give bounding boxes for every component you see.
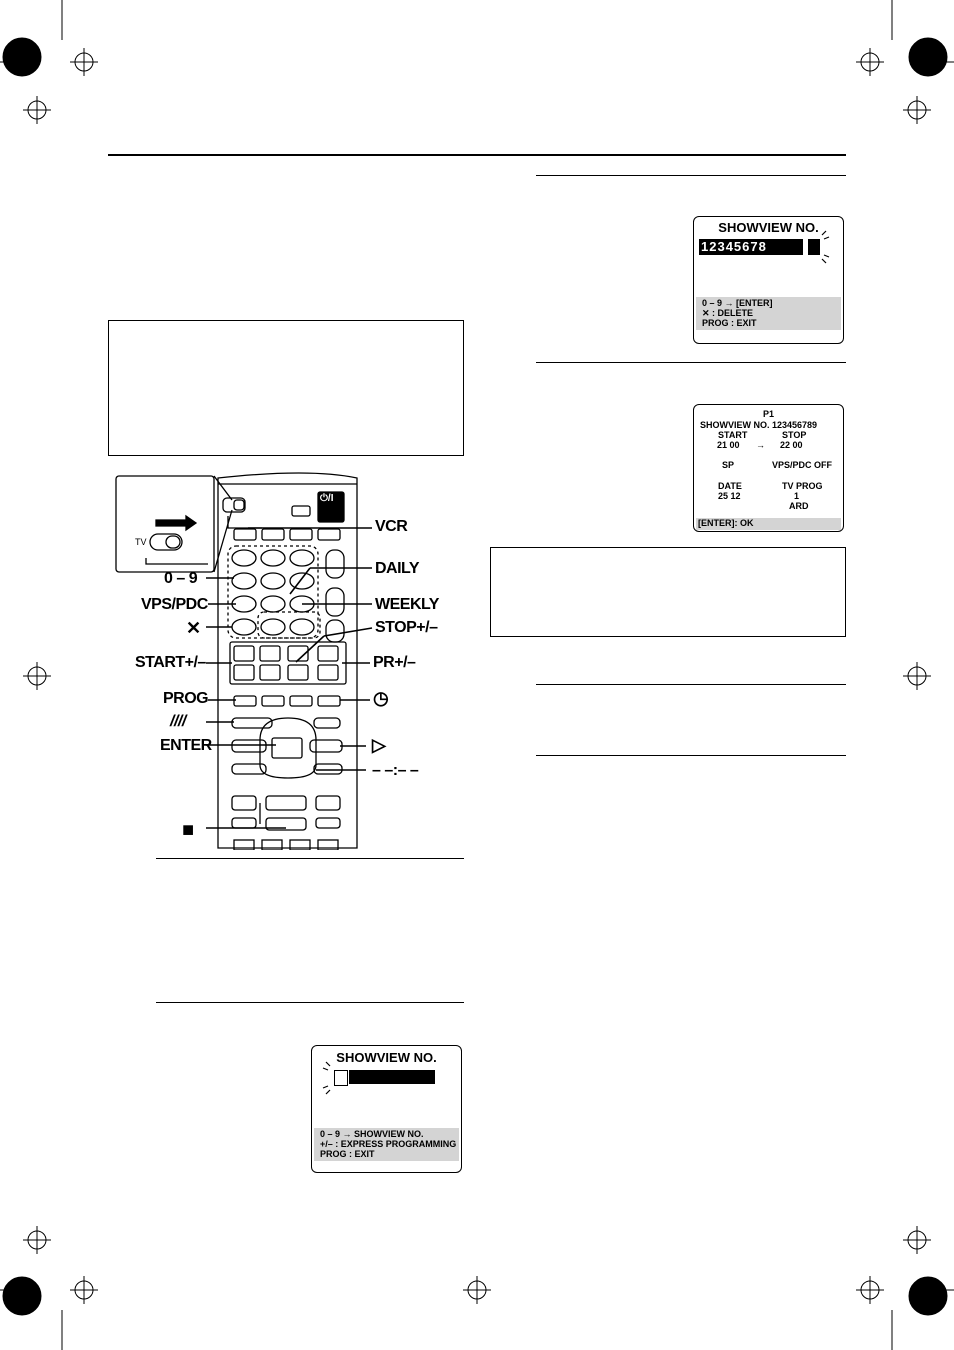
header-rule (108, 154, 846, 156)
osd-help-bar (696, 297, 841, 330)
number-keys-label: 0 – 9 (164, 570, 198, 587)
cursor-blink-icon (320, 1060, 340, 1096)
step-rule (156, 1002, 464, 1003)
channel-name: ARD (789, 501, 809, 511)
start-plus-minus-label: START+/– (135, 654, 206, 671)
help-line: PROG : EXIT (702, 318, 757, 328)
step-rule (536, 755, 846, 756)
note-box-right (490, 547, 846, 637)
vps-pdc-status: VPS/PDC OFF (772, 460, 833, 470)
help-line: 0 – 9 → SHOWVIEW NO. (320, 1129, 424, 1139)
cancel-icon: ✕ (186, 618, 201, 638)
weekly-label: WEEKLY (375, 596, 439, 613)
vcr-label: VCR (375, 518, 408, 535)
pr-plus-minus-label: PR+/– (373, 654, 416, 671)
osd-title: SHOWVIEW NO. (718, 220, 819, 235)
step-rule (536, 684, 846, 685)
start-time: 21 00 (717, 440, 740, 450)
digits-value: 12345678 (701, 239, 767, 254)
express-icon: //// (170, 713, 186, 730)
osd-program-confirm (693, 404, 844, 532)
help-line: 0 – 9 → [ENTER] (702, 298, 773, 308)
osd-help-bar (314, 1128, 459, 1161)
showview-line: SHOWVIEW NO. 123456789 (700, 420, 818, 430)
clock-set-icon: – –:– – (372, 762, 419, 779)
note-box-left (108, 320, 464, 456)
footer: [ENTER]: OK (698, 518, 754, 528)
date-value: 25 12 (718, 491, 741, 501)
prog-label: PROG (163, 690, 209, 707)
osd-showview-entry (693, 216, 844, 344)
osd-title: SHOWVIEW NO. (336, 1050, 437, 1065)
osd-showview-empty (311, 1045, 462, 1173)
power-icon: ⏻/I (320, 493, 334, 504)
osd-help-bar (696, 518, 841, 530)
step-rule (536, 362, 846, 363)
cursor-blink-icon (800, 229, 830, 265)
help-line: ✕ : DELETE (702, 308, 754, 318)
step-rule (536, 175, 846, 176)
digits-field (349, 1070, 435, 1084)
tv-prog-label: TV PROG (782, 481, 823, 491)
stop-time: 22 00 (780, 440, 803, 450)
program-number: P1 (762, 409, 774, 419)
enter-label: ENTER (160, 737, 212, 754)
start-label: START (718, 430, 748, 440)
play-icon: ▷ (372, 735, 386, 755)
stop-label: STOP (782, 430, 807, 440)
help-line: PROG : EXIT (320, 1149, 375, 1159)
help-line: +/– : EXPRESS PROGRAMMING (320, 1139, 457, 1149)
speed: SP (722, 460, 735, 470)
vps-pdc-label: VPS/PDC (141, 596, 208, 613)
timer-icon: ◷ (373, 688, 389, 708)
tv-prog-value: 1 (794, 491, 800, 501)
stop-plus-minus-label: STOP+/– (375, 619, 438, 636)
step-rule (156, 858, 464, 859)
stop-icon: ■ (182, 819, 194, 841)
tv-label: TV (135, 537, 147, 547)
daily-label: DAILY (375, 560, 420, 577)
arrow-icon: → (756, 440, 765, 450)
date-label: DATE (718, 481, 742, 491)
